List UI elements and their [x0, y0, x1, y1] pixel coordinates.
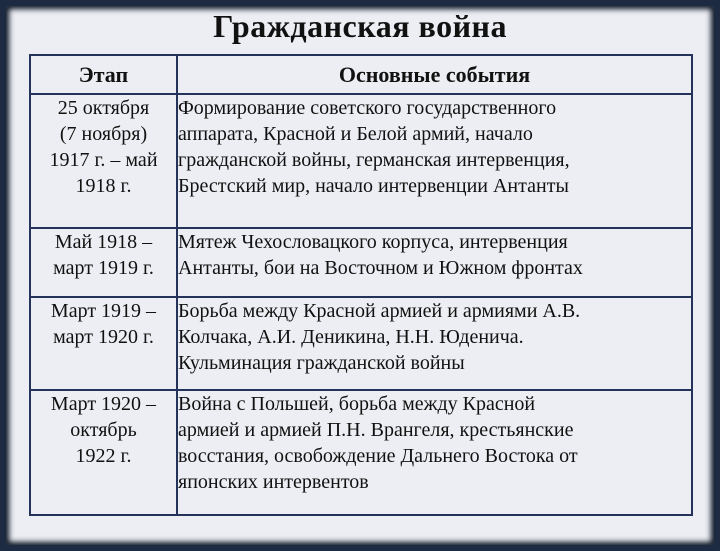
- stage-cell: [30, 228, 177, 297]
- civil-war-table: [29, 54, 693, 516]
- events-line: восстания, освобождение Дальнего Востока от: [178, 445, 578, 467]
- stage-line: март 1919 г.: [53, 257, 154, 279]
- events-line: Война с Польшей, борьба между Красной: [178, 393, 536, 415]
- events-line: аппарата, Красной и Белой армий, начало: [178, 123, 533, 145]
- table-row: [30, 94, 692, 228]
- stage-line: Март 1919 –: [50, 300, 157, 322]
- column-header-stage: Этап: [30, 55, 177, 94]
- events-line: Колчака, А.И. Деникина, Н.Н. Юденича.: [178, 326, 524, 348]
- events-cell: [177, 297, 692, 390]
- column-header-events: Основные события: [177, 55, 692, 94]
- events-cell: [177, 94, 692, 228]
- events-cell: [177, 390, 692, 515]
- table-row: [30, 228, 692, 297]
- stage-line: Май 1918 –: [54, 231, 153, 253]
- events-line: Формирование советского государственного: [178, 97, 557, 119]
- stage-line: (7 ноября): [59, 123, 148, 145]
- table-row: [30, 297, 692, 390]
- stage-line: март 1920 г.: [53, 326, 154, 348]
- events-line: Кульминация гражданской войны: [178, 352, 465, 374]
- events-line: Брестский мир, начало интервенции Антанты: [178, 175, 569, 197]
- stage-line: 1917 г. – май: [49, 149, 158, 171]
- stage-cell: [30, 390, 177, 515]
- stage-line: Март 1920 –: [50, 393, 157, 415]
- events-line: японских интервентов: [178, 471, 369, 493]
- events-line: Борьба между Красной армией и армиями А.В.: [178, 300, 581, 322]
- table-header-row: [30, 55, 692, 94]
- page-title: Гражданская война: [213, 8, 507, 44]
- stage-line: 1918 г.: [75, 175, 132, 197]
- stage-line: 25 октября: [57, 97, 150, 119]
- table-row: [30, 390, 692, 515]
- events-line: армией и армией П.Н. Врангеля, крестьянские: [178, 419, 574, 441]
- events-cell: [177, 228, 692, 297]
- stage-line: 1922 г.: [75, 445, 132, 467]
- events-line: Мятеж Чехословацкого корпуса, интервенция: [178, 231, 568, 253]
- stage-cell: [30, 297, 177, 390]
- stage-cell: [30, 94, 177, 228]
- stage-line: октябрь: [70, 419, 137, 441]
- events-line: Антанты, бои на Восточном и Южном фронтах: [178, 257, 583, 279]
- events-line: гражданской войны, германская интервенция,: [178, 149, 570, 171]
